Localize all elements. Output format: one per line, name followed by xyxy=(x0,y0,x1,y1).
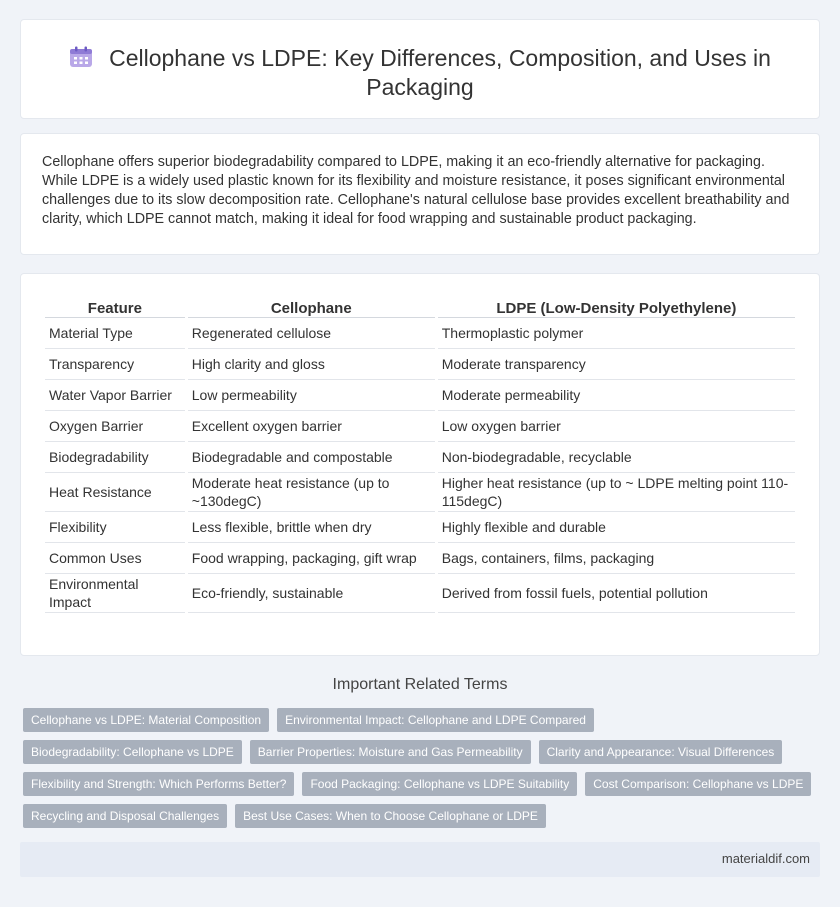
related-term-tag[interactable]: Barrier Properties: Moisture and Gas Permeability xyxy=(250,740,531,764)
table-cell: Non-biodegradable, recyclable xyxy=(438,442,795,473)
table-cell: Eco-friendly, sustainable xyxy=(188,574,435,613)
comparison-table-card xyxy=(20,273,820,656)
table-cell: Bags, containers, films, packaging xyxy=(438,543,795,574)
table-cell: Biodegradability xyxy=(45,442,185,473)
table-cell: Biodegradable and compostable xyxy=(188,442,435,473)
table-row xyxy=(45,318,795,349)
table-cell: Environmental Impact xyxy=(45,574,185,613)
table-cell: Moderate heat resistance (up to ~130degC) xyxy=(188,473,435,512)
title-card xyxy=(20,19,820,119)
comparison-table xyxy=(42,293,798,613)
table-cell: Transparency xyxy=(45,349,185,380)
table-cell: Flexibility xyxy=(45,512,185,543)
table-cell: Common Uses xyxy=(45,543,185,574)
table-cell: Heat Resistance xyxy=(45,473,185,512)
calendar-icon xyxy=(69,46,93,68)
table-row xyxy=(45,349,795,380)
table-cell: Material Type xyxy=(45,318,185,349)
table-cell: Oxygen Barrier xyxy=(45,411,185,442)
related-term-tag[interactable]: Recycling and Disposal Challenges xyxy=(23,804,227,828)
table-cell: High clarity and gloss xyxy=(188,349,435,380)
table-row xyxy=(45,442,795,473)
column-header: Cellophane xyxy=(188,293,435,318)
table-cell: Less flexible, brittle when dry xyxy=(188,512,435,543)
related-term-tag[interactable]: Food Packaging: Cellophane vs LDPE Suitability xyxy=(302,772,577,796)
table-cell: Low permeability xyxy=(188,380,435,411)
table-cell: Moderate transparency xyxy=(438,349,795,380)
table-cell: Highly flexible and durable xyxy=(438,512,795,543)
table-cell: Derived from fossil fuels, potential pollution xyxy=(438,574,795,613)
table-cell: Higher heat resistance (up to ~ LDPE melting point 110-115degC) xyxy=(438,473,795,512)
related-term-tag[interactable]: Clarity and Appearance: Visual Differences xyxy=(539,740,783,764)
related-term-tag[interactable]: Cost Comparison: Cellophane vs LDPE xyxy=(585,772,811,796)
table-cell: Water Vapor Barrier xyxy=(45,380,185,411)
related-term-tag[interactable]: Biodegradability: Cellophane vs LDPE xyxy=(23,740,242,764)
related-term-tag[interactable]: Cellophane vs LDPE: Material Composition xyxy=(23,708,269,732)
table-cell: Low oxygen barrier xyxy=(438,411,795,442)
related-terms-heading: Important Related Terms xyxy=(332,676,508,693)
related-term-tag[interactable]: Best Use Cases: When to Choose Cellophane or LDPE xyxy=(235,804,546,828)
table-cell: Regenerated cellulose xyxy=(188,318,435,349)
related-term-tag[interactable]: Flexibility and Strength: Which Performs Better? xyxy=(23,772,294,796)
table-header-row xyxy=(45,293,795,318)
page-title-wrap xyxy=(21,44,819,102)
table-row xyxy=(45,411,795,442)
summary-card xyxy=(20,133,820,255)
table-row xyxy=(45,473,795,512)
summary-text: Cellophane offers superior biodegradability compared to LDPE, making it an eco-friendly alternative for packaging. While LDPE is a widely used plastic known for its flexibility and moisture resistance, it poses significant environmental challenges due to its slow decomposition rate. Cellophane's natural cellulose base provides excellent breathability and clarity, which LDPE cannot match, making it ideal for food wrapping and sustainable product packaging. xyxy=(42,154,790,227)
related-term-tag[interactable]: Environmental Impact: Cellophane and LDPE Compared xyxy=(277,708,594,732)
table-cell: Food wrapping, packaging, gift wrap xyxy=(188,543,435,574)
table-row xyxy=(45,543,795,574)
footer-site-link[interactable]: materialdif.com xyxy=(721,851,810,866)
table-row xyxy=(45,574,795,613)
table-cell: Thermoplastic polymer xyxy=(438,318,795,349)
column-header: LDPE (Low-Density Polyethylene) xyxy=(438,293,795,318)
page-title: Cellophane vs LDPE: Key Differences, Composition, and Uses in Packaging xyxy=(109,45,771,100)
column-header: Feature xyxy=(45,293,185,318)
table-cell: Excellent oxygen barrier xyxy=(188,411,435,442)
table-row xyxy=(45,512,795,543)
related-terms-list xyxy=(23,708,813,828)
table-row xyxy=(45,380,795,411)
footer xyxy=(20,842,820,877)
table-cell: Moderate permeability xyxy=(438,380,795,411)
